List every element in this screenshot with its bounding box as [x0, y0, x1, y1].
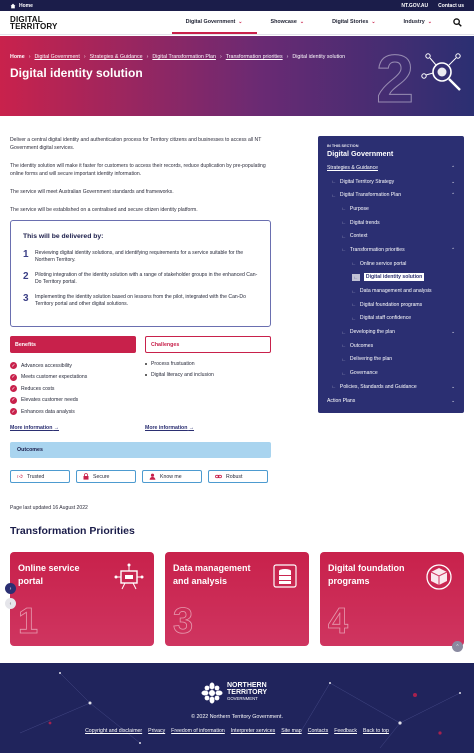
footer-links [0, 728, 474, 734]
site-header [0, 11, 474, 35]
card-title: Data management and analysis [173, 563, 251, 586]
sidebar-item-label-wrap [342, 220, 380, 226]
sidebar-item-label: Digital Territory Strategy [339, 178, 395, 185]
intro-paragraph: Deliver a central digital identity and authentication process for Territory citizens and businesses to access all NT Government digital services. [10, 137, 262, 151]
outcome-chip-robust [208, 470, 268, 483]
sidebar-item-label: Digital Transformation Plan [339, 192, 402, 199]
sidebar-item-label-wrap [332, 384, 417, 390]
benefits-heading: Benefits [10, 336, 136, 353]
chevron-up-icon[interactable]: ⌃ [451, 246, 455, 252]
user-icon [149, 473, 156, 480]
footer-link-copyright[interactable]: Copyright and disclaimer [85, 728, 143, 734]
chip-label: Know me [160, 473, 182, 480]
chip-label: Secure [93, 473, 110, 480]
page-title: Digital identity solution [10, 66, 143, 80]
search-button[interactable] [450, 16, 464, 30]
sidebar-item-digital-territory-strategy[interactable] [327, 175, 455, 189]
footer-logo-line-1: NORTHERN [227, 682, 267, 690]
home-link[interactable] [10, 3, 33, 9]
site-footer [0, 663, 474, 753]
nav-digital-stories[interactable] [318, 11, 389, 34]
sidebar-item-purpose[interactable] [327, 202, 455, 216]
priority-card-data-management[interactable] [165, 552, 309, 646]
check-icon: ✓ [11, 385, 16, 392]
benefit-label: Reduces costs [21, 385, 55, 392]
foundation-cube-icon [424, 562, 454, 592]
tree-branch-icon: ∟ [342, 356, 346, 362]
check-icon: ✓ [11, 374, 16, 381]
nav-showcase[interactable] [257, 11, 319, 34]
list-item [10, 395, 136, 407]
delivery-text: Piloting integration of the identity solution with a range of stakeholder groups in the enhanced Can-Do Territory portal. [35, 272, 258, 285]
delivery-text: Implementing the identity solution based on lessons from the pilot, integrated with the Can-Do Territory portal and other digital solutions. [35, 294, 246, 307]
challenges-list [145, 358, 271, 381]
breadcrumb-strategies[interactable]: Strategies & Guidance [89, 54, 143, 60]
challenges-more-link[interactable] [145, 425, 194, 431]
page-hero [0, 36, 474, 116]
chevron-down-icon: ⌄ [299, 18, 305, 25]
card-title: Online service portal [18, 563, 80, 586]
delivery-item [23, 250, 258, 264]
tree-branch-icon: ∟ [352, 302, 356, 308]
more-label: More information [145, 425, 188, 431]
section-nav-kicker: IN THIS SECTION [327, 144, 359, 148]
sidebar-item-label: Digital trends [349, 219, 380, 226]
bullet-icon [145, 363, 147, 365]
card-number: 4 [328, 600, 349, 641]
benefits-more-link[interactable] [10, 425, 59, 431]
tree-branch-icon: ∟ [352, 315, 356, 321]
tree-branch-icon: ∟ [352, 261, 356, 267]
lock-icon [83, 473, 89, 480]
logo-line-1: DIGITAL [10, 14, 43, 24]
priority-card-online-service-portal[interactable] [10, 552, 154, 646]
sidebar-item-label: Digital identity solution [365, 274, 423, 281]
tree-branch-icon: ∟ [342, 329, 346, 335]
sidebar-item-label: Governance [349, 370, 378, 377]
sidebar-item-policies-standards-and-guidance[interactable] [327, 380, 455, 394]
nt-government-emblem-icon [201, 682, 223, 704]
footer-link-back-to-top[interactable]: Back to top [362, 728, 389, 734]
main-nav [172, 11, 464, 34]
sidebar-item-label: Purpose [349, 205, 369, 212]
last-updated: Page last updated 16 August 2022 [10, 505, 88, 511]
sidebar-item-label-wrap [352, 302, 422, 308]
delivery-box [10, 220, 271, 327]
intro-paragraph: The service will be established on a centralised and secure citizen identity platform. [10, 207, 198, 213]
benefits-list [10, 360, 136, 418]
home-link-label: Home [19, 2, 33, 9]
chip-label: Trusted [26, 473, 45, 480]
chevron-down-icon: ⌄ [238, 18, 243, 25]
sidebar-item-label: Transformation priorities [349, 246, 405, 253]
sidebar-item-label-wrap [342, 356, 392, 362]
sidebar-item-label: Strategies & Guidance [327, 164, 378, 171]
breadcrumb-digital-government[interactable]: Digital Government [34, 54, 80, 60]
tree-branch-icon: ∟ [354, 274, 358, 280]
outcomes-heading: Outcomes [10, 442, 271, 458]
sidebar-item-label-wrap [342, 233, 367, 239]
priority-card-digital-foundation[interactable] [320, 552, 464, 646]
hero-priority-number: 2 [376, 41, 414, 116]
sidebar-item-developing-the-plan[interactable] [327, 325, 455, 339]
card-number: 1 [18, 600, 39, 641]
benefit-label: Advances accessibility [21, 362, 72, 369]
scroll-to-top-button[interactable] [452, 641, 463, 652]
chevron-up-icon: ⌃ [455, 643, 460, 650]
delivery-text: Reviewing digital identity solutions, and identifying requirements for a service suitable for the Northern Territory. [35, 250, 244, 263]
priorities-carousel [10, 552, 464, 646]
arrow-right-icon: → [188, 425, 195, 431]
sidebar-item-governance[interactable] [327, 366, 455, 380]
sidebar-item-label-wrap [327, 165, 378, 171]
sidebar-item-label-wrap [332, 179, 394, 185]
chevron-down-icon[interactable]: ⌄ [451, 329, 455, 335]
sidebar-item-online-service-portal[interactable] [327, 257, 455, 271]
chevron-down-icon[interactable]: ⌄ [451, 397, 455, 403]
footer-link-interpreter[interactable]: Interpreter services [230, 728, 276, 734]
sidebar-item-strategies-guidance[interactable] [327, 161, 455, 175]
tree-branch-icon: ∟ [342, 233, 346, 239]
more-label: More information [10, 425, 53, 431]
chevron-right-icon: › [9, 585, 12, 592]
sidebar-item-label: Context [349, 233, 368, 240]
outcome-chip-know-me [142, 470, 202, 483]
sidebar-item-data-management-and-analysis[interactable] [327, 284, 455, 298]
thumbs-up-icon: 👍︎ [17, 474, 23, 480]
breadcrumb-separator: › [83, 54, 86, 60]
outcome-chip-trusted [10, 470, 70, 483]
sidebar-item-digital-foundation-programs[interactable] [327, 298, 455, 312]
footer-link-privacy[interactable]: Privacy [148, 728, 166, 734]
challenge-label: Digital literacy and inclusion [151, 372, 214, 379]
delivery-number: 1 [23, 249, 29, 260]
sidebar-item-label-wrap [342, 370, 378, 376]
tree-branch-icon: ∟ [332, 384, 336, 390]
card-title: Digital foundation programs [328, 563, 405, 586]
footer-logo-line-3: GOVERNMENT [227, 696, 258, 702]
nav-industry[interactable] [390, 11, 446, 34]
sidebar-item-label: Digital staff confidence [359, 315, 412, 322]
list-item [10, 360, 136, 372]
footer-link-site-map[interactable]: Site map [281, 728, 302, 734]
benefit-label: Enhances data analysis [21, 408, 75, 415]
sidebar-item-digital-identity-solution[interactable] [327, 271, 455, 285]
list-item [10, 406, 136, 418]
link-icon [215, 473, 222, 480]
list-item [10, 372, 136, 384]
sidebar-item-context[interactable] [327, 229, 455, 243]
nav-label: Digital Government [185, 18, 236, 25]
breadcrumb-separator: › [219, 54, 222, 60]
challenges-heading: Challenges [145, 336, 271, 353]
check-icon: ✓ [11, 408, 16, 415]
sidebar-item-digital-staff-confidence[interactable] [327, 312, 455, 326]
contact-link[interactable]: Contact us [438, 2, 464, 9]
tree-branch-icon: ∟ [332, 192, 336, 198]
breadcrumb-separator: › [286, 54, 289, 60]
sidebar-item-label-wrap [352, 315, 411, 321]
intro-paragraph: The service will meet Australian Government standards and frameworks. [10, 189, 174, 195]
chevron-down-icon[interactable]: ⌄ [451, 383, 455, 389]
section-nav-title: Digital Government [327, 149, 394, 158]
nt-gov-link[interactable]: NT.GOV.AU [401, 2, 429, 9]
chevron-down-icon[interactable]: ⌄ [451, 178, 455, 184]
benefit-label: Meets customer expectations [21, 374, 88, 381]
arrow-right-icon: → [53, 425, 60, 431]
tree-branch-icon: ∟ [342, 206, 346, 212]
delivery-number: 2 [23, 271, 29, 282]
chevron-left-icon: ‹ [9, 600, 12, 607]
sidebar-item-label-wrap [342, 343, 373, 349]
priorities-title: Transformation Priorities [10, 525, 135, 537]
bullet-icon [145, 374, 147, 376]
footer-logo-line-2: TERRITORY [227, 688, 268, 696]
intro-text [10, 136, 272, 224]
breadcrumb-home[interactable]: Home [10, 54, 25, 60]
nav-label: Industry [403, 18, 425, 25]
tree-branch-icon: ∟ [352, 288, 356, 294]
logo-line-2: TERRITORY [10, 21, 58, 31]
check-icon: ✓ [11, 397, 16, 404]
site-logo[interactable] [10, 16, 58, 30]
sidebar-item-label-wrap [342, 329, 395, 335]
challenge-label: Process frustuation [151, 360, 195, 367]
tree-branch-icon: ∟ [342, 343, 346, 349]
utility-bar [0, 0, 474, 11]
breadcrumb-separator: › [28, 54, 31, 60]
delivery-number: 3 [23, 293, 29, 304]
sidebar-item-digital-transformation-plan[interactable] [327, 188, 455, 202]
sidebar-item-label-wrap [352, 273, 424, 281]
delivery-item [23, 294, 258, 308]
footer-link-contacts[interactable]: Contacts [307, 728, 329, 734]
delivery-title: This will be delivered by: [23, 233, 104, 240]
chevron-up-icon[interactable]: ⌃ [451, 192, 455, 198]
nav-label: Digital Stories [332, 18, 369, 25]
intro-paragraph: The identity solution will make it faster for customers to access their records, reduce duplication by pre-populating online forms and will secure important identity information. [10, 163, 266, 177]
section-nav [318, 136, 464, 413]
sidebar-item-action-plans[interactable] [327, 394, 455, 408]
sidebar-item-digital-trends[interactable] [327, 216, 455, 230]
chevron-down-icon: ⌄ [371, 18, 376, 25]
list-item [145, 370, 271, 382]
identity-magnifier-icon [420, 50, 464, 94]
tree-branch-icon: ∟ [342, 370, 346, 376]
check-icon: ✓ [11, 362, 16, 369]
tree-branch-icon: ∟ [342, 220, 346, 226]
breadcrumb-current: Digital identity solution [292, 54, 346, 60]
list-item [10, 383, 136, 395]
search-icon [453, 18, 462, 27]
database-icon [271, 562, 299, 590]
breadcrumb [10, 54, 345, 60]
sidebar-item-label-wrap [342, 206, 369, 212]
nav-label: Showcase [270, 18, 297, 25]
benefit-label: Elevates customer needs [21, 397, 79, 404]
sidebar-item-label: Outcomes [349, 342, 374, 349]
home-icon [10, 3, 16, 9]
footer-link-feedback[interactable]: Feedback [334, 728, 357, 734]
chip-label: Robust [226, 473, 243, 480]
breadcrumb-transformation-priorities[interactable]: Transformation priorities [225, 54, 283, 60]
sidebar-item-label: Digital foundation programs [359, 301, 423, 308]
footer-copyright: © 2022 Northern Territory Government. [191, 714, 283, 720]
sidebar-item-label: Delivering the plan [349, 356, 393, 363]
footer-logo [201, 682, 267, 704]
delivery-item [23, 272, 258, 286]
outcome-chip-secure [76, 470, 136, 483]
sidebar-item-label-wrap [352, 261, 406, 267]
card-number: 3 [173, 600, 194, 641]
sidebar-item-transformation-priorities[interactable] [327, 243, 455, 257]
sidebar-item-label-wrap [327, 398, 355, 404]
sidebar-item-outcomes[interactable] [327, 339, 455, 353]
footer-network-pattern [0, 663, 474, 753]
sidebar-item-label: Online service portal [359, 260, 407, 267]
sidebar-item-label-wrap [352, 288, 432, 294]
chevron-up-icon[interactable]: ⌃ [451, 164, 455, 170]
sidebar-item-label-wrap [342, 247, 405, 253]
sidebar-item-label: Policies, Standards and Guidance [339, 383, 417, 390]
sidebar-item-delivering-the-plan[interactable] [327, 353, 455, 367]
tree-branch-icon: ∟ [342, 247, 346, 253]
list-item [145, 358, 271, 370]
breadcrumb-transformation-plan[interactable]: Digital Transformation Plan [152, 54, 216, 60]
carousel-prev-button[interactable] [5, 598, 16, 609]
sidebar-item-label-wrap [332, 192, 401, 198]
chevron-down-icon: ⌄ [427, 18, 432, 25]
carousel-next-button[interactable] [5, 583, 16, 594]
outcome-chips [10, 470, 268, 483]
sidebar-item-label: Developing the plan [349, 329, 395, 336]
breadcrumb-separator: › [146, 54, 149, 60]
footer-link-foi[interactable]: Freedom of information [171, 728, 225, 734]
portal-network-icon [114, 562, 144, 592]
tree-branch-icon: ∟ [332, 179, 336, 185]
nav-digital-government[interactable] [172, 11, 257, 34]
sidebar-item-label: Data management and analysis [359, 288, 432, 295]
sidebar-item-label: Action Plans [327, 397, 356, 404]
